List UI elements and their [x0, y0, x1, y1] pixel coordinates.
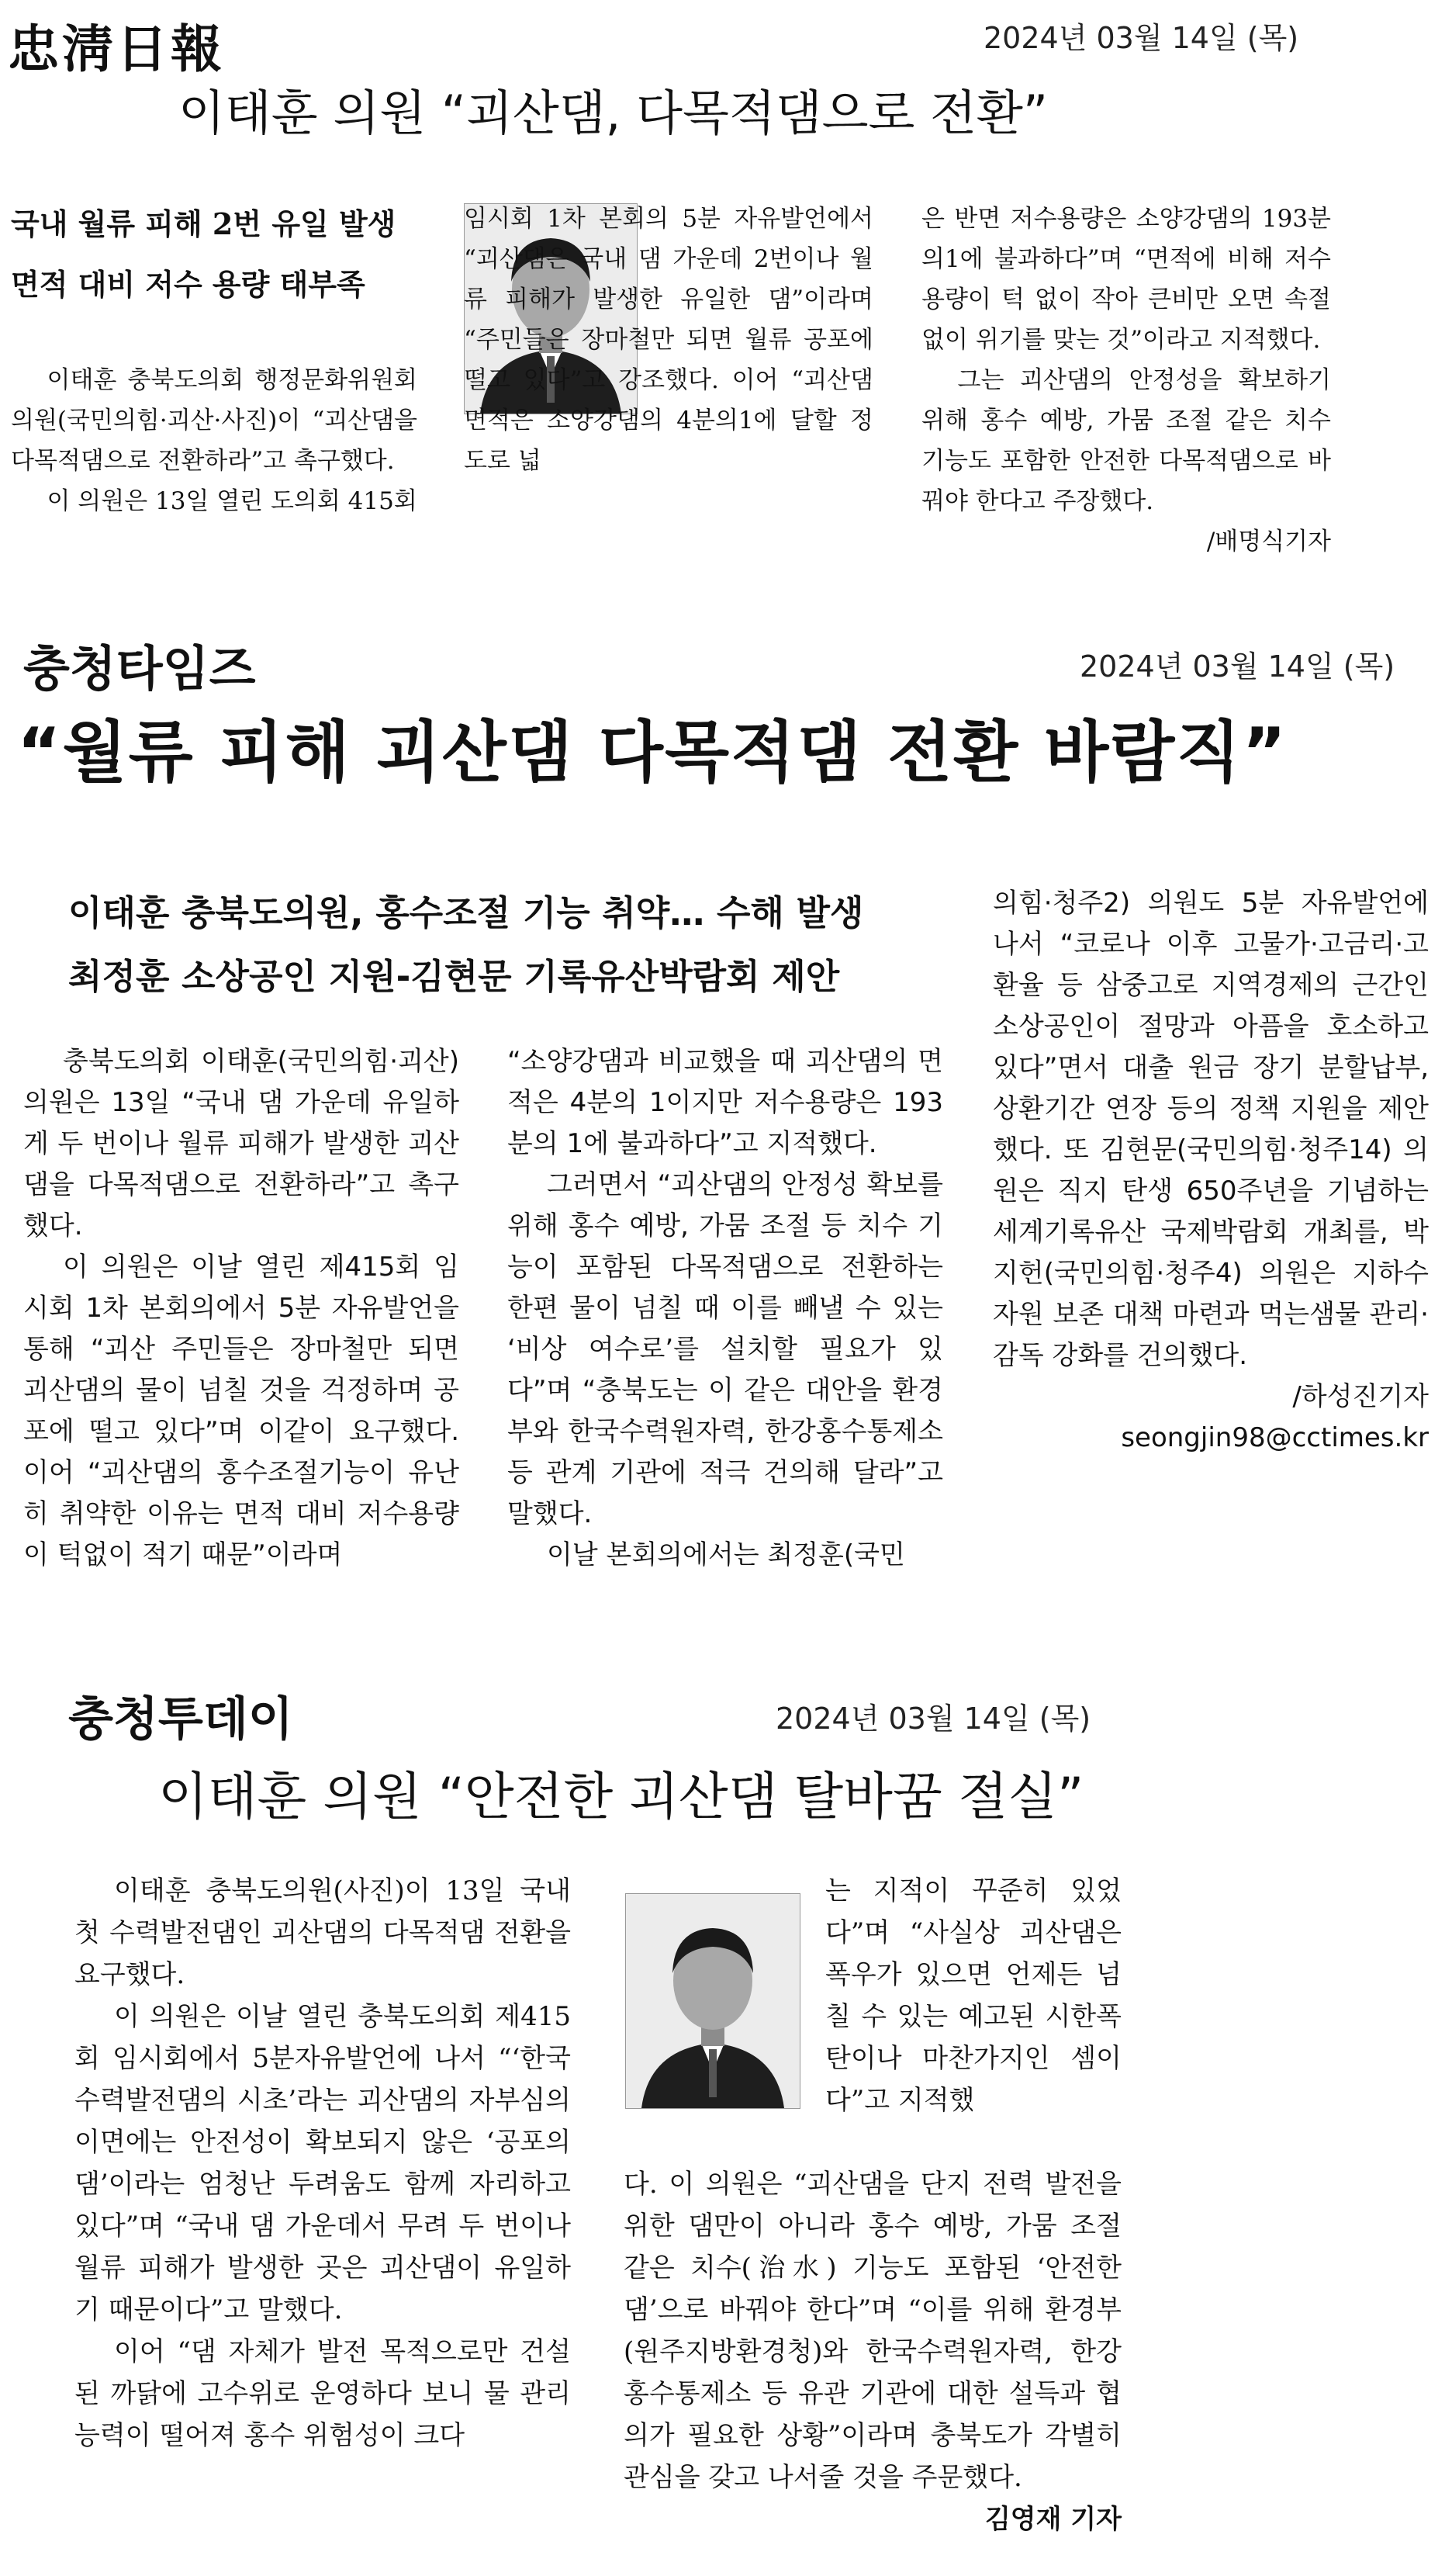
- masthead-chungcheong-today: 충청투데이: [68, 1692, 293, 1747]
- article-date: 2024년 03월 14일 (목): [776, 1702, 1091, 1736]
- paragraph: 그는 괴산댐의 안정성을 확보하기 위해 홍수 예방, 가뭄 조절 같은 치수 기능도 포함한 안전한 다목적댐으로 바꿔야 한다고 주장했다.: [921, 366, 1331, 515]
- paragraph: 그러면서 “괴산댐의 안정성 확보를 위해 홍수 예방, 가뭄 조절 등 치수 기능이 포함된 다목적댐으로 전환하는 한편 물이 넘칠 때 이를 빼낼 수 있는 ‘비상 여수로’를 설치할 필요가 있다”며 “충북도는 이 같은 대안을 환경부와 한국수력원자력, 한강홍수통제소 등 관계 기관에 적극 건의해 달라”고 말했다.: [507, 1169, 943, 1529]
- paragraph: 의힘·청주2) 의원도 5분 자유발언에 나서 “코로나 이후 고물가·고금리·고환율 등 삼중고로 지역경제의 근간인 소상공인이 절망과 아픔을 호소하고 있다”면서 대출 원금 장기 분할납부, 상환기간 연장 등의 정책 지원을 제안했다. 또 김현문(국민의힘·청주14) 의원은 직지 탄생 650주년을 기념하는 세계기록유산 국제박람회 개최를, 박지헌(국민의힘·청주4) 의원은 지하수 자원 보존 대책 마련과 먹는샘물 관리·감독 강화를 건의했다.: [993, 888, 1429, 1371]
- byline: 김영재 기자: [984, 2504, 1122, 2535]
- paragraph: 이 의원은 이날 열린 제415회 임시회 1차 본회의에서 5분 자유발언을 통해 “괴산 주민들은 장마철만 되면 괴산댐의 물이 넘칠 것을 걱정하며 공포에 떨고 있다”며 이같이 요구했다. 이어 “괴산댐의 홍수조절기능이 유난히 취약한 이유는 면적 대비 저수용량이 턱없이 적기 때문”이라며: [23, 1252, 459, 1570]
- article-column-1: [74, 1870, 571, 2457]
- article-column-2: [464, 199, 873, 481]
- article-column-2-bottom: [624, 2163, 1122, 2540]
- article-date: 2024년 03월 14일 (목): [984, 21, 1299, 55]
- paragraph: 임시회 1차 본회의 5분 자유발언에서 “괴산댐은 국내 댐 가운데 2번이나 월류 피해가 발생한 유일한 댐”이라며 “주민들은 장마철만 되면 월류 공포에 떨고 있다”고 강조했다. 이어 “괴산댐 면적은 소양강댐의 4분의1에 달할 정도로 넓: [464, 205, 873, 475]
- subhead-2: 면적 대비 저수 용량 태부족: [11, 267, 365, 302]
- paragraph: 다. 이 의원은 “괴산댐을 단지 전력 발전을 위한 댐만이 아니라 홍수 예방, 가뭄 조절 같은 치수(治水) 기능도 포함된 ‘안전한 댐’으로 바꿔야 한다”며 “이를 위해 환경부(원주지방환경청)와 한국수력원자력, 한강홍수통제소 등 유관 기관에 대한 설득과 협의가 필요한 상황”이라며 충북도가 각별히 관심을 갖고 나서줄 것을 주문했다.: [624, 2169, 1122, 2493]
- masthead-chungcheong-ilbo: 忠淸日報: [8, 19, 225, 79]
- paragraph: 이태훈 충북도의원(사진)이 13일 국내 첫 수력발전댐인 괴산댐의 다목적댐 전환을 요구했다.: [74, 1875, 571, 1990]
- subhead-1: 국내 월류 피해 2번 유일 발생: [11, 206, 396, 241]
- paragraph: 는 지적이 꾸준히 있었다”며 “사실상 괴산댐은 폭우가 있으면 언제든 넘칠 수 있는 예고된 시한폭탄이나 마찬가지인 셈이다”고 지적했: [825, 1875, 1122, 2116]
- reporter-email[interactable]: seongjin98@cctimes.kr: [1121, 1422, 1429, 1453]
- subhead-2: 최정훈 소상공인 지원-김현문 기록유산박람회 제안: [68, 956, 840, 997]
- byline: /하성진기자: [1292, 1381, 1429, 1412]
- article-column-2-top: [825, 1870, 1122, 2121]
- paragraph: 은 반면 저수용량은 소양강댐의 193분의1에 불과하다”며 “면적에 비해 저수 용량이 턱 없이 작아 큰비만 오면 속절 없이 위기를 맞는 것”이라고 지적했다.: [921, 205, 1331, 354]
- article-column-1: [23, 1041, 459, 1576]
- paragraph: “소양강댐과 비교했을 때 괴산댐의 면적은 4분의 1이지만 저수용량은 193분의 1에 불과하다”고 지적했다.: [507, 1046, 943, 1159]
- subhead-1: 이태훈 충북도의원, 홍수조절 기능 취약… 수해 발생: [68, 892, 864, 933]
- article-column-3: [993, 883, 1429, 1459]
- portrait-icon: [626, 1894, 800, 2108]
- article-headline: 이태훈 의원 “안전한 괴산댐 탈바꿈 절실”: [158, 1767, 1084, 1826]
- paragraph: 이태훈 충북도의회 행정문화위원회 의원(국민의힘·괴산·사진)이 “괴산댐을 다목적댐으로 전환하라”고 촉구했다.: [11, 366, 417, 475]
- paragraph: 이 의원은 이날 열린 충북도의회 제415회 임시회에서 5분자유발언에 나서 “‘한국수력발전댐의 시초’라는 괴산댐의 자부심의 이면에는 안전성이 확보되지 않은 ‘공포의 댐’이라는 엄청난 두려움도 함께 자리하고 있다”며 “국내 댐 가운데서 무려 두 번이나 월류 피해가 발생한 곳은 괴산댐이 유일하기 때문이다”고 말했다.: [74, 2001, 571, 2325]
- article-column-1: [11, 360, 417, 521]
- reporter-photo-lee-taehoon: [625, 1893, 800, 2109]
- paragraph: 이 의원은 13일 열린 도의회 415회: [47, 487, 417, 515]
- article-column-2: [507, 1041, 943, 1576]
- article-column-3: [921, 199, 1331, 562]
- article-date: 2024년 03월 14일 (목): [1080, 649, 1395, 684]
- paragraph: 이어 “댐 자체가 발전 목적으로만 건설된 까닭에 고수위로 운영하다 보니 물 관리 능력이 떨어져 홍수 위험성이 크다: [74, 2336, 571, 2451]
- article-headline: 이태훈 의원 “괴산댐, 다목적댐으로 전환”: [178, 85, 1049, 141]
- masthead-chungcheong-times: 충청타임즈: [23, 640, 256, 697]
- paragraph: 충북도의회 이태훈(국민의힘·괴산) 의원은 13일 “국내 댐 가운데 유일하게 두 번이나 월류 피해가 발생한 괴산댐을 다목적댐으로 전환하라”고 촉구했다.: [23, 1046, 459, 1241]
- byline: /배명식기자: [1206, 528, 1331, 556]
- paragraph: 이날 본회의에서는 최정훈(국민: [547, 1539, 905, 1570]
- article-headline: “월류 피해 괴산댐 다목적댐 전환 바람직”: [17, 714, 1288, 791]
